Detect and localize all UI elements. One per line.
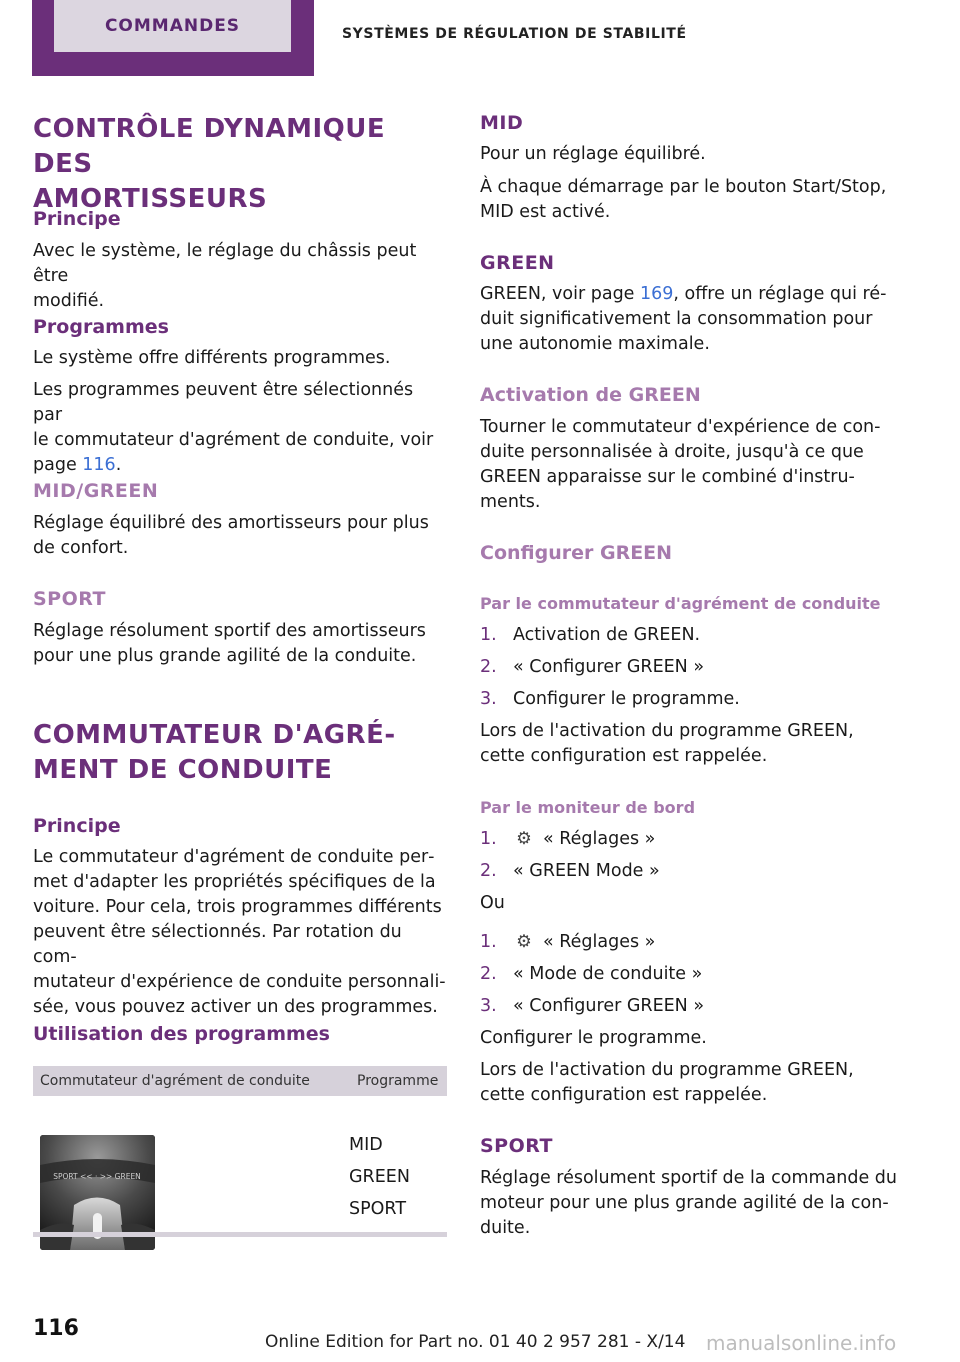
heading-activation-green: Activation de GREEN [480, 384, 701, 406]
heading-mid: MID [480, 112, 524, 134]
list-text: Activation de GREEN. [513, 625, 701, 645]
settings-gear-icon: ⚙ [516, 829, 532, 849]
program-mid: MID [349, 1135, 383, 1155]
paragraph-mid-green [33, 511, 447, 561]
watermark: manualsonline.info [706, 1331, 897, 1355]
text-line: Les programmes peuvent être sélectionnés par [33, 380, 414, 425]
paragraph-programmes-1: Le système offre différents programmes. [33, 348, 391, 368]
text-span: . [115, 455, 122, 475]
steps-list-monitor-alt [480, 930, 900, 1019]
section-tab [32, 0, 314, 76]
list-text: « Configurer GREEN » [513, 996, 705, 1016]
text-line: Lors de l'activation du programme GREEN, [480, 1060, 854, 1080]
text-line: Réglage résolument sportif des amortisseurs [33, 621, 426, 641]
heading-principe-1: Principe [33, 208, 121, 230]
paragraph-activation [480, 415, 900, 515]
table-bottom-rule [33, 1232, 447, 1237]
title-line: CONTRÔLE DYNAMIQUE DES [33, 114, 386, 179]
heading-par-commutateur: Par le commutateur d'agrément de conduite [480, 594, 881, 613]
table-header-program: Programme [357, 1073, 439, 1089]
text-line: cette configuration est rappelée. [480, 746, 768, 766]
text-span: GREEN, voir page [480, 284, 641, 304]
settings-gear-icon: ⚙ [516, 932, 532, 952]
text-line: Lors de l'activation du programme GREEN, [480, 721, 854, 741]
text-line: sée, vous pouvez activer un des programmes. [33, 997, 438, 1017]
list-item [480, 687, 900, 712]
section-tab-inner [54, 0, 291, 52]
text-line: met d'adapter les propriétés spécifiques de la [33, 872, 436, 892]
list-number: 2. [480, 657, 497, 677]
list-item [480, 930, 900, 955]
list-number: 1. [480, 829, 497, 849]
list-item [480, 623, 900, 648]
table-header [33, 1066, 447, 1096]
text-line: À chaque démarrage par le bouton Start/Stop, [480, 177, 887, 197]
heading-sport-2: SPORT [480, 1135, 553, 1157]
paragraph-sport-2 [480, 1166, 900, 1241]
text-ou: Ou [480, 893, 505, 913]
list-text: Configurer le programme. [513, 689, 740, 709]
text-line: le commutateur d'agrément de conduite, voir [33, 430, 434, 450]
program-green: GREEN [349, 1167, 410, 1187]
paragraph-programmes-2 [33, 378, 447, 478]
list-number: 3. [480, 689, 497, 709]
programs-table [33, 1066, 447, 1232]
list-item [480, 859, 900, 884]
list-item [480, 962, 900, 987]
text-line [480, 282, 900, 307]
heading-programmes: Programmes [33, 316, 169, 338]
text-span: page [33, 455, 83, 475]
text-line: mutateur d'expérience de conduite personnali‐ [33, 972, 446, 992]
paragraph-mid-1: Pour un réglage équilibré. [480, 144, 706, 164]
text-line: duit significativement la consommation pour [480, 309, 873, 329]
text-line: GREEN apparaisse sur le combiné d'instru‐ [480, 467, 855, 487]
text-line: duite personnalisée à droite, jusqu'à ce que [480, 442, 864, 462]
text-line: MID est activé. [480, 202, 611, 222]
page-link-169[interactable]: 169 [640, 284, 674, 304]
edition-note: Online Edition for Part no. 01 40 2 957 281 - X/14 [265, 1332, 686, 1352]
section-title-switch [33, 718, 447, 788]
heading-par-moniteur: Par le moniteur de bord [480, 798, 696, 817]
text-line: de confort. [33, 538, 129, 558]
heading-sport-1: SPORT [33, 588, 106, 610]
list-text: « Mode de conduite » [513, 964, 703, 984]
page-number: 116 [33, 1316, 79, 1341]
list-text: « Réglages » [543, 932, 656, 952]
text-line: Tourner le commutateur d'expérience de con‐ [480, 417, 881, 437]
text-line: cette configuration est rappelée. [480, 1085, 768, 1105]
list-item [480, 827, 900, 852]
list-number: 1. [480, 932, 497, 952]
title-line: COMMUTATEUR D'AGRÉ‐ [33, 720, 396, 750]
text-line: duite. [480, 1218, 531, 1238]
paragraph-principe-2 [33, 845, 447, 1020]
list-number: 2. [480, 861, 497, 881]
text-line: voiture. Pour cela, trois programmes différents [33, 897, 442, 917]
page-link-116[interactable]: 116 [82, 455, 116, 475]
list-number: 3. [480, 996, 497, 1016]
list-text: « Configurer GREEN » [513, 657, 705, 677]
text-line [33, 453, 447, 478]
text-line: modifié. [33, 291, 105, 311]
text-line: Le commutateur d'agrément de conduite per‐ [33, 847, 435, 867]
paragraph-configurer-prog: Configurer le programme. [480, 1028, 707, 1048]
list-number: 1. [480, 625, 497, 645]
section-title-damper [33, 112, 447, 217]
steps-list-monitor [480, 827, 900, 884]
text-line: peuvent être sélectionnés. Par rotation du com‐ [33, 922, 402, 967]
paragraph-rappel-1 [480, 719, 900, 769]
text-line: une autonomie maximale. [480, 334, 710, 354]
list-number: 2. [480, 964, 497, 984]
title-line: AMORTISSEURS [33, 184, 268, 214]
heading-utilisation: Utilisation des programmes [33, 1023, 330, 1045]
paragraph-rappel-2 [480, 1058, 900, 1108]
heading-principe-2: Principe [33, 815, 121, 837]
chapter-title: SYSTÈMES DE RÉGULATION DE STABILITÉ [342, 26, 687, 42]
heading-configurer-green: Configurer GREEN [480, 542, 673, 564]
title-line: MENT DE CONDUITE [33, 755, 333, 785]
list-item [480, 655, 900, 680]
list-text: « Réglages » [543, 829, 656, 849]
steps-list-switch [480, 623, 900, 712]
text-span: , offre un réglage qui ré‐ [673, 284, 887, 304]
switch-label: SPORT << · >> GREEN [53, 1172, 141, 1181]
text-line: moteur pour une plus grande agilité de la con‐ [480, 1193, 889, 1213]
text-line: Avec le système, le réglage du châssis peut être [33, 241, 417, 286]
text-line: Réglage résolument sportif de la commande du [480, 1168, 897, 1188]
heading-mid-green: MID/GREEN [33, 480, 159, 502]
section-tab-label: COMMANDES [104, 16, 241, 36]
text-line: Réglage équilibré des amortisseurs pour plus [33, 513, 429, 533]
heading-green: GREEN [480, 252, 555, 274]
paragraph-green [480, 282, 900, 357]
text-line: pour une plus grande agilité de la conduite. [33, 646, 417, 666]
paragraph-mid-2 [480, 175, 900, 225]
table-row [33, 1096, 447, 1232]
text-line: ments. [480, 492, 541, 512]
paragraph-principe-1 [33, 239, 447, 314]
list-text: « GREEN Mode » [513, 861, 660, 881]
program-sport: SPORT [349, 1199, 407, 1219]
list-item [480, 994, 900, 1019]
paragraph-sport-1 [33, 619, 447, 669]
table-header-switch: Commutateur d'agrément de conduite [40, 1073, 310, 1089]
